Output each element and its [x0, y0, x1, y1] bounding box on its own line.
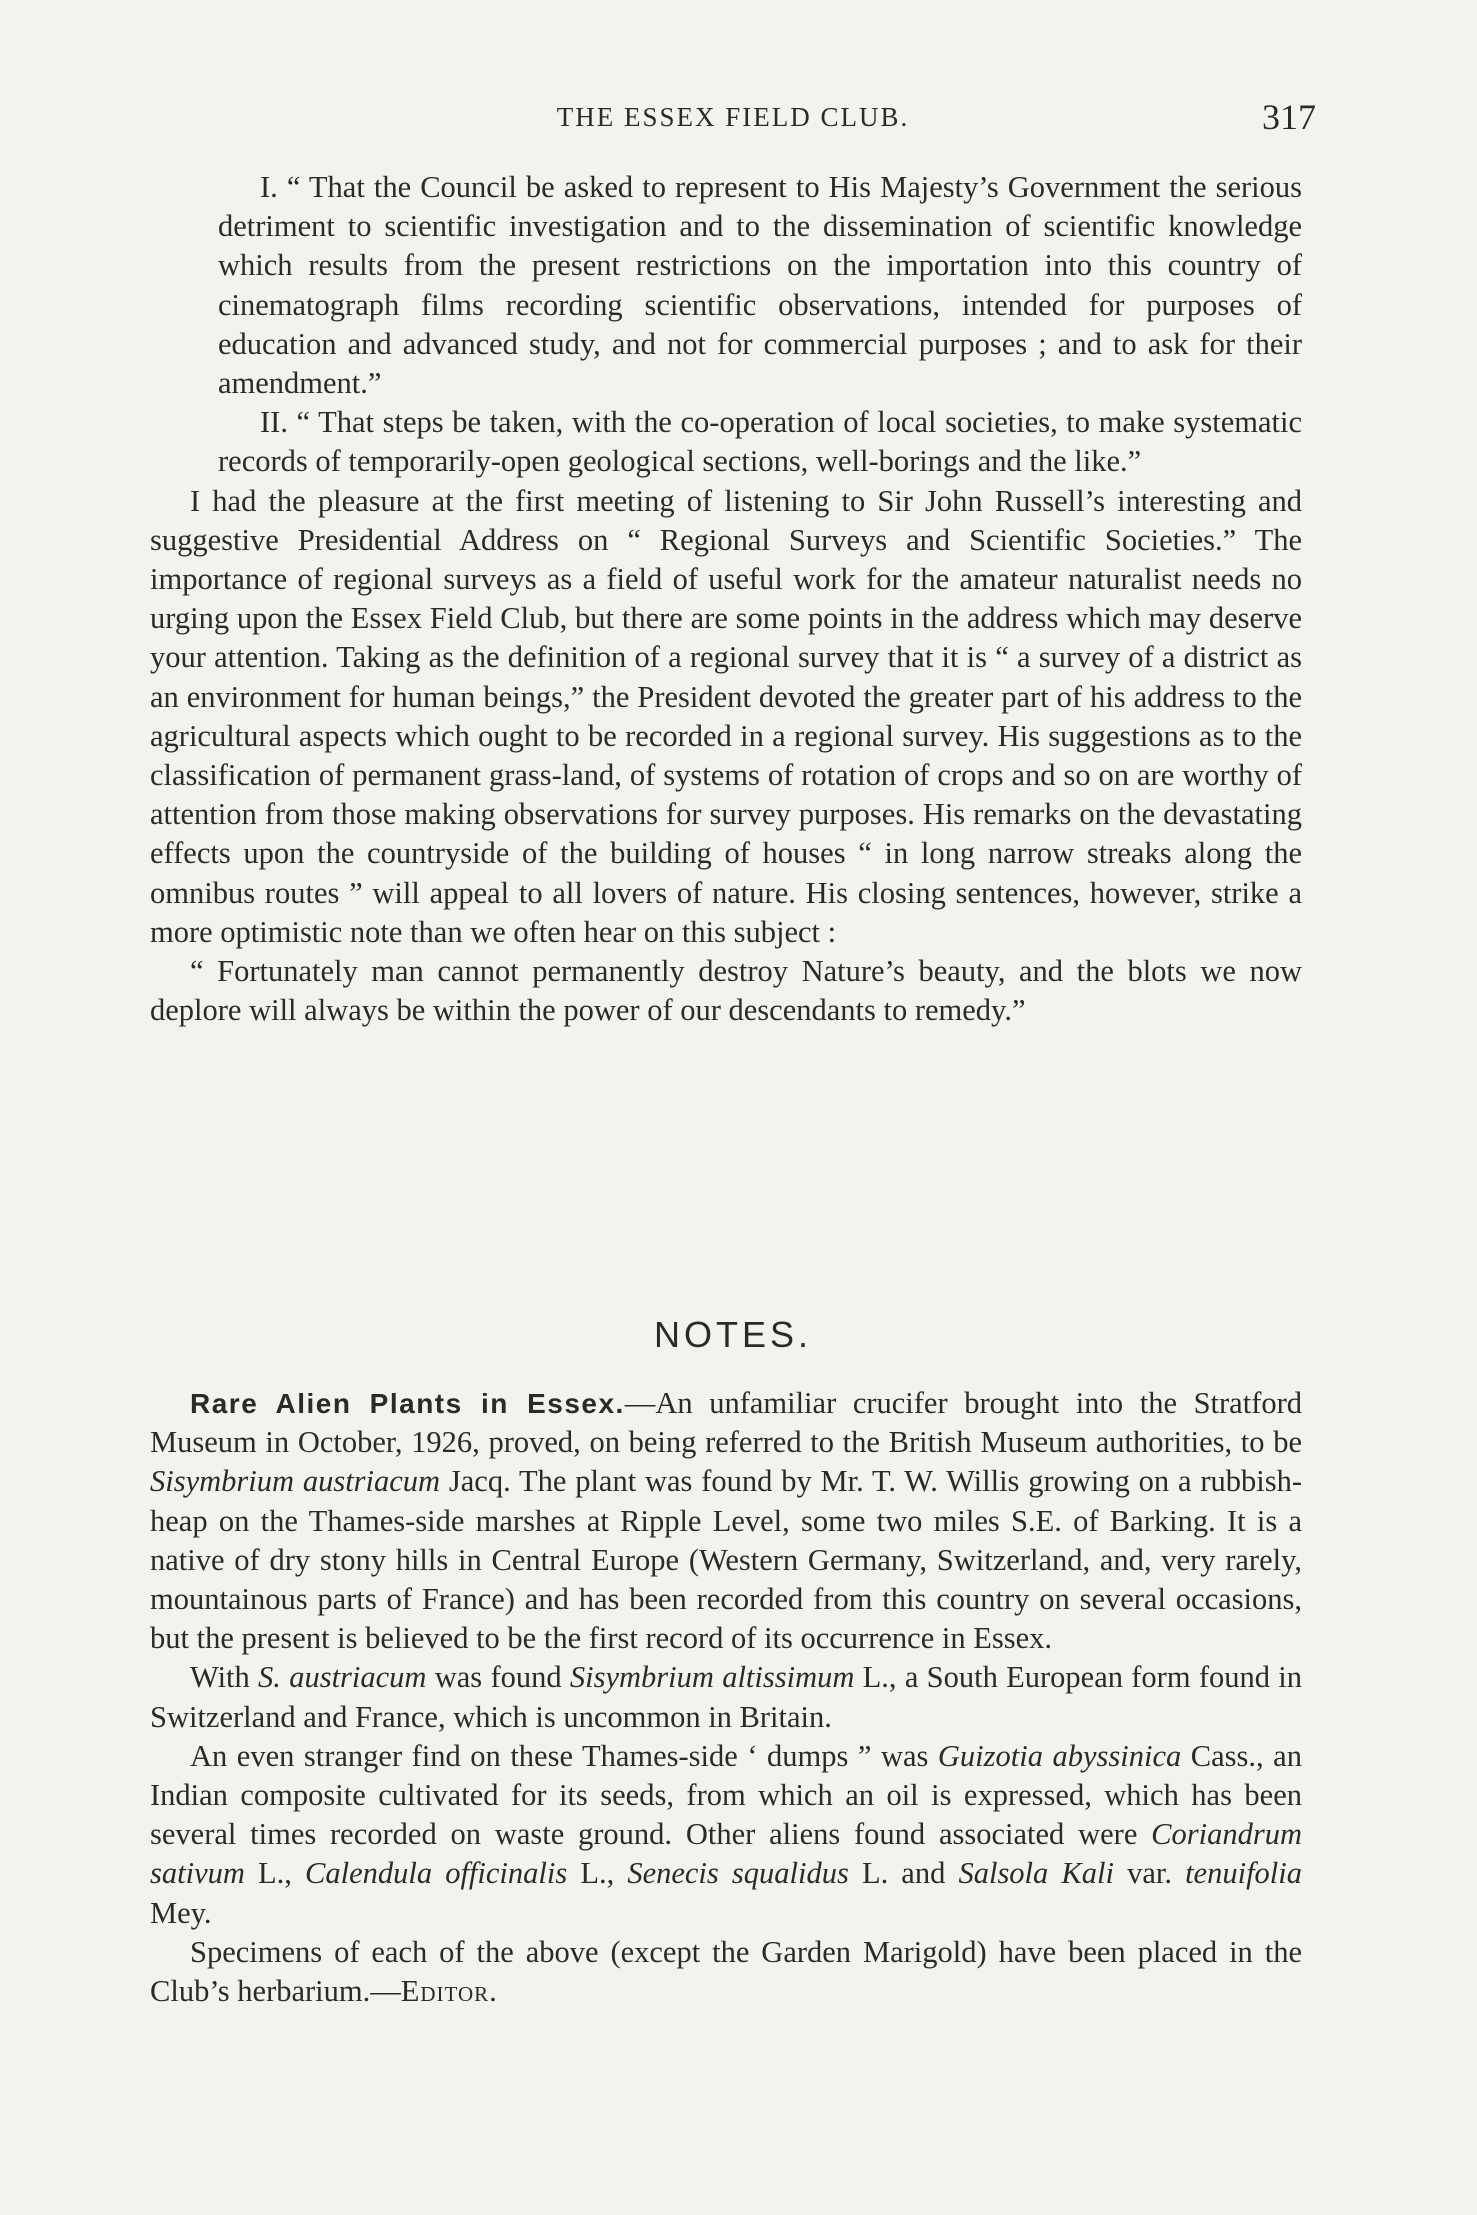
note-p1-a: —An unfamiliar crucifer brought into the Stratford Museum in October, 1926, proved, on being referred to the British Museum authorities, to be: [150, 1386, 1303, 1460]
running-head: [150, 96, 1316, 140]
note-p3-e: L. and: [848, 1856, 959, 1891]
resolution-two-text: “ That steps be taken, with the co-operation of local societies, to make systematic records of temporarily-open geological sections, well-borings and the like.”: [218, 405, 1303, 479]
notes-text: [150, 1384, 1302, 2011]
editor-signature: Editor.: [400, 1974, 498, 2009]
running-title: THE ESSEX FIELD CLUB.: [556, 102, 910, 132]
note-title: Rare Alien Plants in Essex.: [190, 1388, 625, 1419]
note-paragraph-three: [150, 1737, 1302, 1933]
note-p4-a: Specimens of each of the above (except the Garden Marigold) have been placed in the Club’s herbarium.—: [150, 1934, 1302, 2009]
note-p2-b: was found: [426, 1660, 570, 1695]
note-p3-f: var.: [1113, 1856, 1186, 1891]
note-p3-d: L.,: [567, 1856, 628, 1891]
resolution-one-text: “ That the Council be asked to represent to His Majesty’s Government the serious detriment to scientific investigation and to the dissemination of scientific knowledge which results from the present restrictions on the importation into this country of cinematograph films recording scientific observations, intended for purposes of education and advanced study, and not for commercial purposes ; and to ask for their amendment.”: [218, 170, 1303, 401]
page-number: 317: [1262, 97, 1316, 137]
note-p3-b: Cass., an Indian composite cultivated for its seeds, from which an oil is expressed, which has been several times recorded on waste ground. Other aliens found associated were: [150, 1738, 1302, 1852]
note-p3-c: L.,: [244, 1856, 305, 1891]
species-guizotia-abyssinica: Guizotia abyssinica: [937, 1738, 1182, 1773]
note-p2-a: With: [190, 1660, 259, 1695]
paragraph-address: I had the pleasure at the first meeting of listening to Sir John Russell’s interesting and suggestive Presidential Address on “ Regional Surveys and Scientific Societies.” The importance of regional surveys as a field of useful work for the amateur naturalist needs no urging upon the Essex Field Club, but there are some points in the address which may deserve your attention. Taking as the definition of a regional survey that it is “ a survey of a district as an environment for human beings,” the President devoted the greater part of his address to the agricultural aspects which ought to be recorded in a regional survey. His suggestions as to the classification of permanent grass-land, of systems of rotation of crops and so on are worthy of attention from those making observations for survey purposes. His remarks on the devastating effects upon the countryside of the building of houses “ in long narrow streaks along the omnibus routes ” will appeal to all lovers of nature. His closing sentences, however, strike a more optimistic note than we often hear on this subject :: [150, 483, 1302, 949]
paragraph-quote: “ Fortunately man cannot permanently destroy Nature’s beauty, and the blots we now deplore will always be within the power of our descendants to remedy.”: [150, 954, 1302, 1028]
note-p2-c: L., a South European form found in Switzerland and France, which is uncommon in Britain.: [150, 1660, 1302, 1734]
resolution-one: [150, 168, 1302, 403]
species-tenuifolia: tenuifolia: [1185, 1856, 1302, 1891]
note-paragraph-four: [150, 1933, 1302, 2011]
note-paragraph-two: [150, 1658, 1302, 1736]
note-p1-b: Jacq. The plant was found by Mr. T. W. Willis growing on a rubbish-heap on the Thames-side marshes at Ripple Level, some two miles S.E. of Barking. It is a native of dry stony hills in Central Europe (Western Germany, Switzerland, and, very rarely, mountainous parts of France) and has been recorded from this country on several occasions, but the present is believed to be the first record of its occurrence in Essex.: [150, 1464, 1302, 1656]
species-sisymbrium-austriacum: Sisymbrium austriacum: [150, 1464, 441, 1499]
notes-heading: NOTES.: [653, 1314, 812, 1355]
note-p3-g: Mey.: [150, 1895, 212, 1930]
species-senecis-squalidus: Senecis squalidus: [627, 1856, 849, 1891]
note-paragraph-one: [150, 1384, 1302, 1658]
resolution-two-number: II.: [260, 405, 288, 440]
species-coriandrum-sativum: Coriandrum sativum: [150, 1817, 1302, 1891]
resolution-two: [150, 403, 1302, 481]
resolution-one-number: I.: [260, 170, 278, 204]
main-text: [150, 168, 1302, 1030]
species-sisymbrium-altissimum: Sisymbrium altissimum: [569, 1660, 855, 1695]
note-p3-a: An even stranger find on these Thames-side ‘ dumps ” was: [190, 1738, 938, 1773]
species-calendula-officinalis: Calendula officinalis: [305, 1856, 568, 1891]
species-s-austriacum: S. austriacum: [258, 1660, 427, 1695]
species-salsola-kali: Salsola Kali: [958, 1856, 1114, 1891]
